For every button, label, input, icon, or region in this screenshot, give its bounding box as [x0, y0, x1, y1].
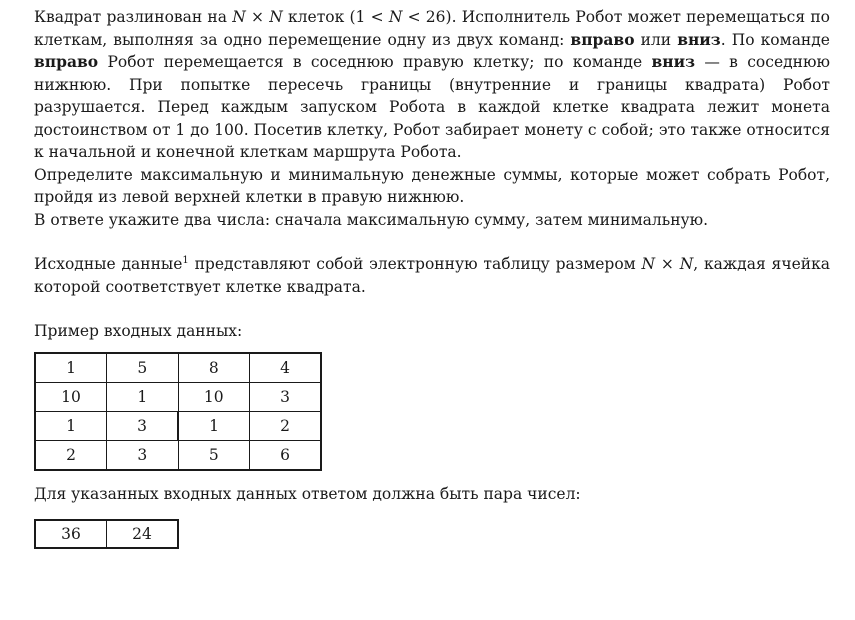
grid-cell: 3: [250, 383, 322, 412]
grid-cell: 5: [107, 353, 179, 383]
grid-row: [35, 441, 321, 471]
var-n: N: [679, 255, 694, 273]
grid-cell: 6: [250, 441, 322, 471]
grid-cell: 3: [107, 441, 179, 471]
grid-cell: 1: [35, 353, 107, 383]
grid-cell: 1: [107, 383, 179, 412]
task-paragraph-input-data: [34, 253, 830, 298]
answer-row: [35, 520, 178, 548]
grid-cell: 10: [35, 383, 107, 412]
grid-cell: 3: [107, 412, 179, 441]
text-fragment: ×: [655, 255, 680, 273]
text-fragment: Робот перемещается в соседнюю правую клетку; по команде: [98, 53, 652, 71]
answer-min: 24: [107, 520, 179, 548]
command-down: вниз: [677, 29, 721, 49]
var-n: N: [232, 8, 246, 26]
task-paragraph-answer-format: В ответе укажите два числа: сначала максимальную сумму, затем минимальную.: [34, 210, 709, 229]
grid-cell: 8: [178, 353, 250, 383]
grid-row: [35, 353, 321, 383]
text-fragment: ×: [245, 8, 270, 26]
answer-table: [34, 519, 179, 549]
text-fragment: < 26). Исполнитель Робот может перемещаться по клеткам, выполняя за одно перемещение одну из двух команд:: [34, 8, 830, 49]
var-n: N: [269, 8, 283, 26]
answer-label: Для указанных входных данных ответом должна быть пара чисел:: [34, 485, 581, 503]
command-right: вправо: [570, 29, 635, 49]
grid-cell: 5: [178, 441, 250, 471]
task-paragraph-question: Определите максимальную и минимальную денежные суммы, которые может собрать Робот, пройдя из левой верхней клетки в правую нижнюю.: [34, 165, 830, 206]
text-fragment: — в соседнюю нижнюю. При попытке пересечь границы (внутренние и границы квадрата) Робот разрушается. Перед каждым запуском Робота в каждой клетке квадрата лежит монета достоинством от 1 до 100. Посетив клетку, Робот забирает монету с собой; это также относится к начальной и конечной клеткам маршрута Робота.: [34, 53, 830, 161]
grid-cell: 1: [35, 412, 107, 441]
command-down: вниз: [651, 52, 695, 71]
text-fragment: Исходные данные: [34, 255, 183, 273]
task-page: [34, 6, 830, 549]
example-label: Пример входных данных:: [34, 322, 243, 340]
task-paragraph-conditions: [34, 6, 830, 164]
text-fragment: Квадрат разлинован на: [34, 8, 233, 26]
answer-max: 36: [35, 520, 107, 548]
text-fragment: клеток (1 <: [282, 8, 389, 26]
text-fragment: . По команде: [720, 30, 830, 49]
grid-cell: 10: [178, 383, 250, 412]
command-right: вправо: [34, 52, 99, 71]
footnote-mark: 1: [182, 254, 189, 266]
var-n: N: [641, 255, 656, 273]
grid-row: [35, 383, 321, 412]
text-fragment: представляют собой электронную таблицу размером: [188, 255, 642, 273]
example-grid: [34, 352, 322, 471]
grid-row: [35, 412, 321, 441]
grid-cell: 2: [35, 441, 107, 471]
grid-cell: 2: [250, 412, 322, 441]
grid-cell-wall-left: 1: [178, 412, 250, 441]
text-fragment: или: [634, 30, 678, 49]
text-fragment: , каждая ячейка которой соответствует клетке квадрата.: [34, 255, 830, 296]
var-n: N: [388, 8, 403, 26]
grid-cell: 4: [250, 353, 322, 383]
